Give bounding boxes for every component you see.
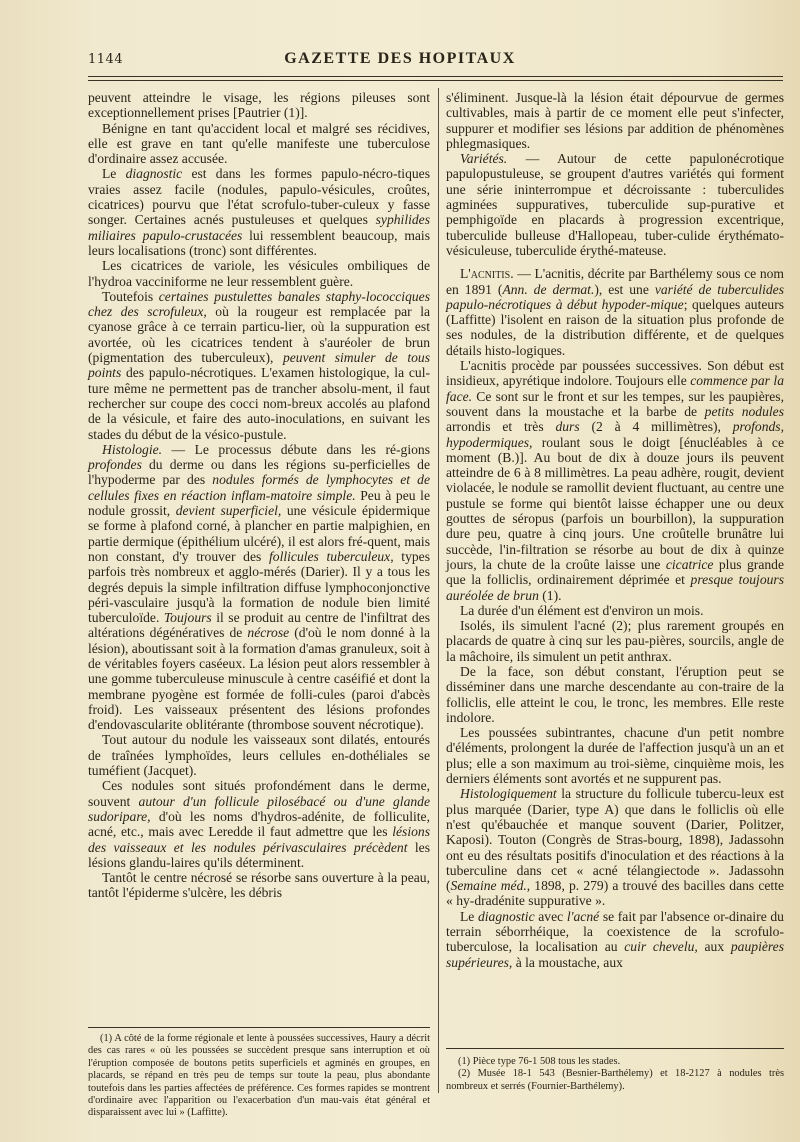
paragraph: Variétés. — Autour de cette papulonécrotique papulopustuleuse, se groupent d'autres variétés qui forment une série ininterrompue et décroissante : tuberculides agminées suppuratives, tuberculide sup-purative et pemphigoïde en placards à progression excentrique, tuberculide bulleuse d'Hallopeau, tuber-culide érythémato-vésiculeuse, tuberculide érythé-mateuse. (446, 151, 784, 258)
column-divider (438, 88, 439, 1093)
header-rule-thin (88, 80, 783, 81)
paragraph: peuvent atteindre le visage, les régions pileuses sont exceptionnellement prises [Pautrier (1)]. (88, 90, 430, 121)
page-number: 1144 (88, 52, 124, 67)
footnote: (1) A côté de la forme régionale et lente à poussées successives, Haury a décrit des cas rares « où les poussées se succèdent presque sans interruption et où l'éruption composée de boutons petits superficiels et agminés en groupes, en placards, se répand en très peu de temps sur toute la peau, plus abondante toutefois dans les parties affectées de préférence. Ces formes rapides se montrent d'ordinaire avec l'apparition ou l'exacerbation d'un mau-vais état général et disparaissent avec lui » (Laffitte). (88, 1033, 430, 1119)
paragraph: s'éliminent. Jusque-là la lésion était dépourvue de germes cultivables, mais à partir de ce moment elle peut s'infecter, suppurer et modifier ses lésions par addition de phénomènes phlegmasiques. (446, 90, 784, 151)
section-acnitis: L'acnitis. — L'acnitis, décrite par Barthélemy sous ce nom en 1891 (Ann. de dermat.), est une variété de tuberculides papulo-nécrotiques à début hypoder-mique; quelques auteurs (Laffitte) l'isolent en raison de la situation plus profonde de ses nodules, de la distribution différente, et de quelques détails histo-logiques. (446, 266, 785, 358)
footnotes-left (88, 1033, 430, 1120)
paragraph: Les cicatrices de variole, les vésicules ombiliques de l'hydroa vacciniforme ne leur ressemblent guère. (88, 258, 430, 289)
paragraph: Ces nodules sont situés profondément dans le derme, souvent autour d'un follicule pilosébacé ou d'une glande sudoripare, d'où les noms d'hydros-adénite, de folliculite, acné, etc., mais avec Leredde il faut admettre que les lésions des vaisseaux et les nodules périvasculaires précèdent les lésions glandu-laires qu'ils déterminent. (88, 778, 431, 870)
footnote-rule-right (446, 1048, 784, 1049)
left-column (88, 90, 430, 901)
paragraph: Le diagnostic avec l'acné se fait par l'absence or-dinaire du terrain séborrhéique, la coexistence de la scrofulo-tuberculose, la localisation au cuir chevelu, aux paupières supérieures, à la moustache, aux (446, 908, 784, 970)
header-rule (88, 76, 783, 77)
footnote-rule-left (88, 1027, 430, 1028)
paragraph: L'acnitis procède par poussées successives. Son début est insidieux, apyrétique indolore. Toujours elle commence par la face. Ce sont sur le front et sur les tempes, sur les paupières, souvent dans la moustache et la barbe de petits nodules arrondis et très durs (2 à 4 millimètres), profonds, hypodermiques, roulant sous le doigt [énucléables à ce moment (B.)]. Au bout de dix à douze jours ils peuvent atteindre de 6 à 8 millimètres. La peau adhère, rougit, devient violacée, le nodule se ramollit devient fluctuant, au centre une pustule se forme qui bientôt laisse échapper une ou deux gouttes de séropus (parfois un bourbillon), la suppuration dure peu, quatre à cinq jours. Une croûtelle brunâtre lui succède, l'in-filtration se résorbe au bout de dix à quinze jours, la chute de la croûte laisse une cicatrice plus grande que la folliclis, ordinairement déprimée et presque toujours auréolée de brun (1). (446, 358, 784, 603)
paragraph: La durée d'un élément est d'environ un mois. (460, 602, 704, 618)
paragraph: Tantôt le centre nécrosé se résorbe sans ouverture à la peau, tantôt l'épiderme s'ulcère, les débris (88, 870, 430, 901)
paragraph: Tout autour du nodule les vaisseaux sont dilatés, entourés de traînées lymphoïdes, leurs cellules en-dothéliales se tuméfient (Jacquet). (88, 732, 430, 779)
footnotes-right (446, 1056, 784, 1093)
paragraph: Les poussées subintrantes, chacune d'un petit nombre d'éléments, prolongent la durée de l'affection jusqu'à un an et plus; elle a son maximum au troi-sième, cinquième mois, les derniers éléments sont avortés et ne suppurent pas. (446, 725, 784, 787)
paragraph: Toutefois certaines pustulettes banales staphy-lococciques chez des scrofuleux, où la rougeur est remplacée par la cyanose grâce à ce terrain particu-lier, où la suppuration est avortée, où les cicatrices tendent à s'auréoler de brun (pigmentation des tuberculeux), peuvent simuler de tous points des papulo-nécrotiques. L'examen histologique, la cul-ture même ne permettent pas de trancher absolu-ment, il faut rechercher sur coupe des cocci nom-breux accolés au plafond de la vésicule, et faire des auto-inoculations, en suivant les stades du début de la vésico-pustule. (88, 288, 431, 442)
right-column (446, 90, 784, 970)
paragraph: Le diagnostic est dans les formes papulo-nécro-tiques vraies assez facile (nodules, papulo-vésicules, croûtes, cicatrices) pourvu que l'état scrofulo-tuber-culeux y fasse songer. Certaines acnés pustuleuses et quelques syphilides miliaires papulo-crustacées lui ressemblent beaucoup, mais leurs localisations (tronc) sont différentes. (88, 166, 430, 258)
paragraph: Histologie. — Le processus débute dans les ré-gions profondes du derme ou dans les régions su-perficielles de l'hypoderme par des nodules formés de lymphocytes et de cellules fixes en réaction inflam-matoire simple. Peu à peu le nodule grossit, devient superficiel, une vésicule épidermique se forme à plafond corné, à plancher en partie malpighien, en partie dermique (épithélium ulcéré), il est alors fré-quent, mais non constant, d'y trouver des follicules tuberculeux, types parfois très nombreux et agglo-mérés (Darier). Il y a tous les degrés depuis la simple infiltration diffuse lymphoconjonctive péri-vasculaire jusqu'à la formation de nodule bien limité tuberculoïde. Toujours il se produit au centre de l'infiltrat des altérations dégénératives de nécrose (d'où le nom donné à la lésion), aboutissant soit à la formation d'amas granuleux, soit à de véritables foyers caséeux. La lésion peut alors ressembler à une gomme tuberculeuse minuscule à centre caséifié et dont la membrane pyogène est formée de folli-cules (paroi d'abcès froid). Les vaisseaux présentent des lésions profondes d'endovascularite oblitérante (thrombose souvent nécrotique). (88, 441, 430, 733)
paragraph: De la face, son début constant, l'éruption peut se disséminer dans une marche descendante au con-traire de la folliclis, elle atteint le cou, le tronc, les membres. Elle reste indolore. (446, 663, 784, 725)
paragraph: Histologiquement la structure du follicule tubercu-leux est plus marquée (Darier, type A) que dans le folliclis où elle n'est qu'ébauchée et manque souvent (Darier, Politzer, Kaposi). Touton (Congrès de Stras-bourg, 1898), Jadassohn ont eu des résultats positifs d'inoculation et des réactions à la tuberculine dans cet « acné télangiectode ». Jadassohn (Semaine méd., 1898, p. 279) a trouvé des bacilles dans cette « hy-dradénite suppurative ». (446, 786, 785, 909)
paragraph: Isolés, ils simulent l'acné (2); plus rarement groupés en placards de quatre à cinq sur les pau-pières, sourcils, angle de la mâchoire, ils simulent un petit anthrax. (446, 618, 784, 664)
journal-title: GAZETTE DES HOPITAUX (284, 50, 516, 67)
footnote: (1) Pièce type 76-1 508 tous les stades. (458, 1056, 621, 1067)
paragraph: Bénigne en tant qu'accident local et malgré ses récidives, elle est grave en tant qu'elle manifeste une tuberculose d'ordinaire assez accusée. (88, 120, 430, 167)
footnote: (2) Musée 18-1 543 (Besnier-Barthélemy) et 18-2127 à nodules très nombreux et serrés (Fournier-Barthélemy). (446, 1068, 784, 1092)
